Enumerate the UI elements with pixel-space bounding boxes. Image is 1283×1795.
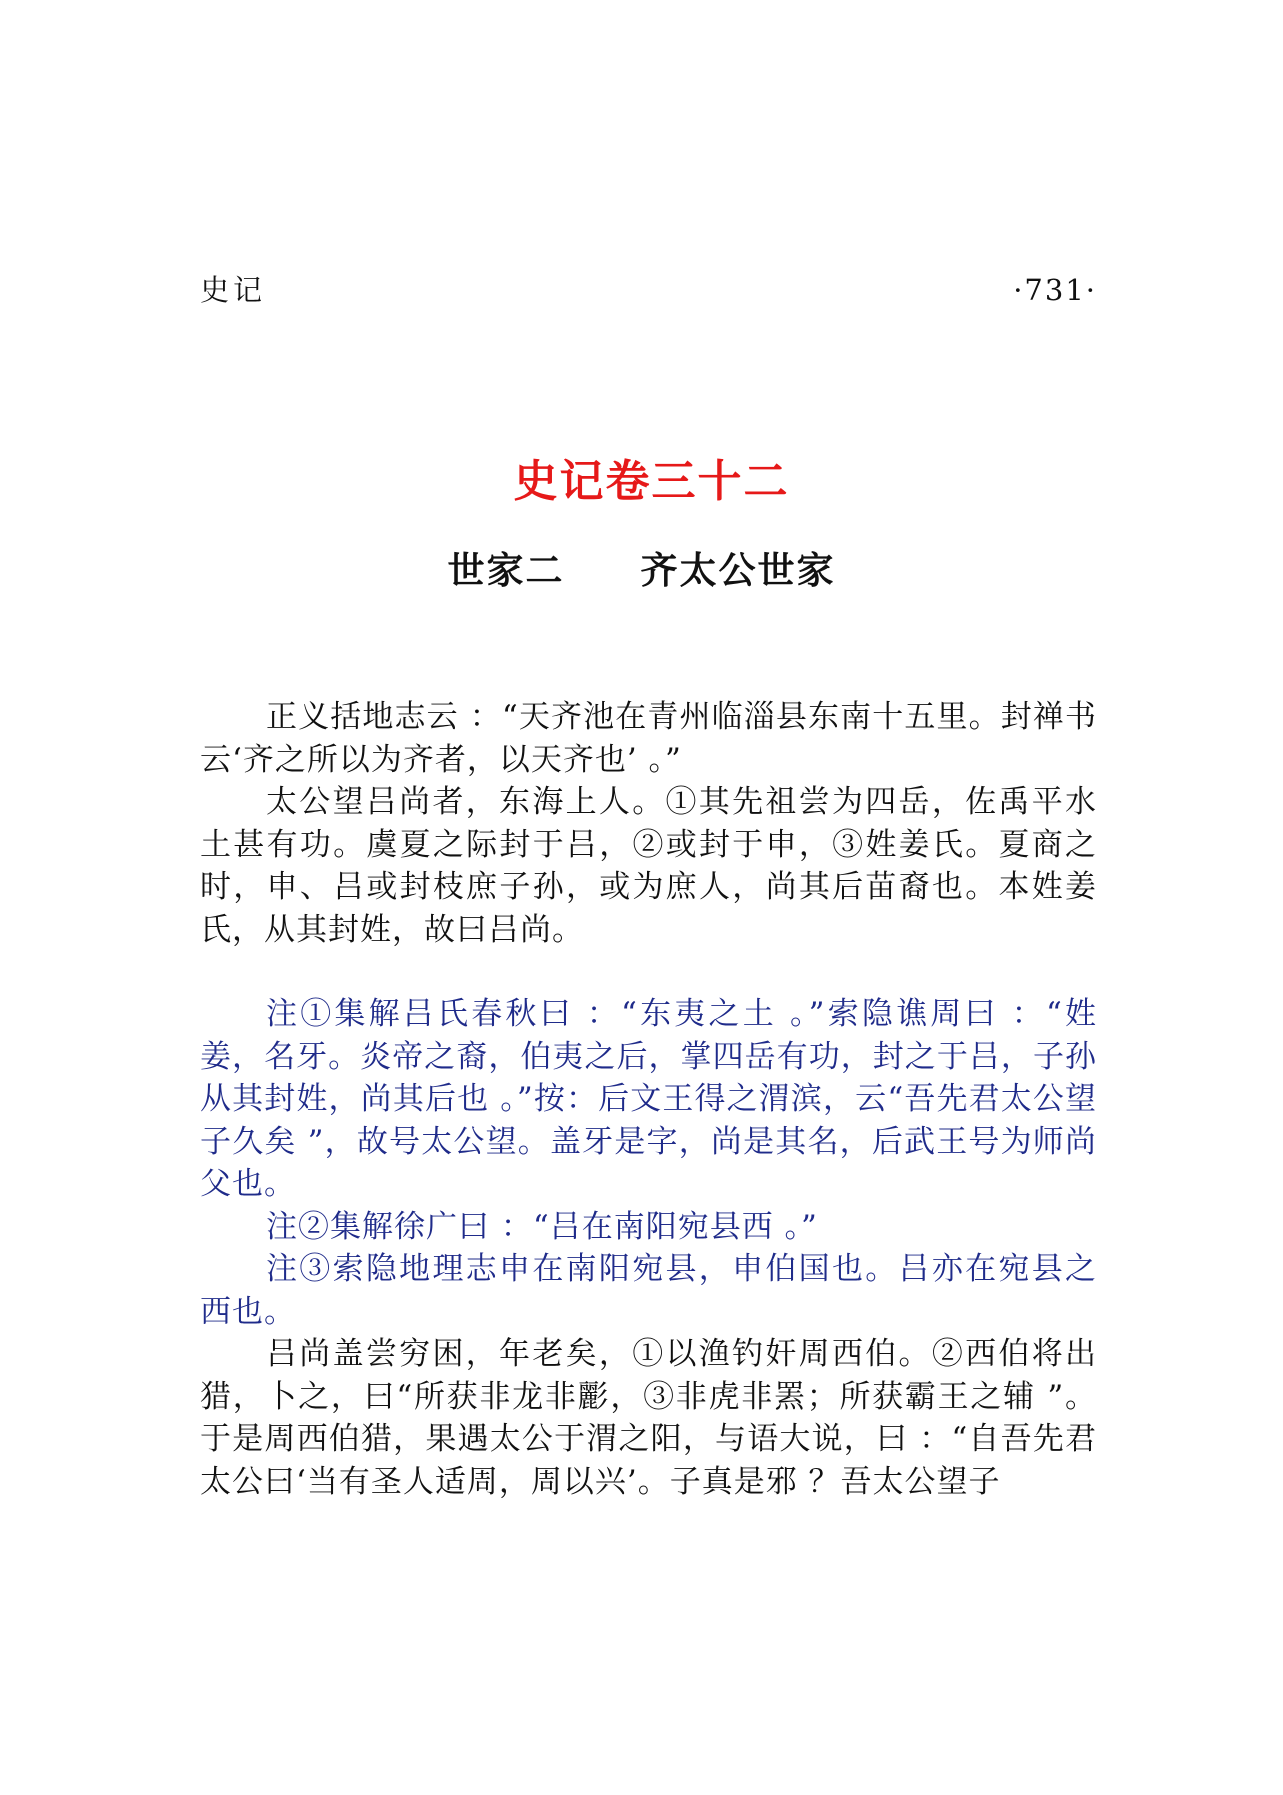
running-title: 史记 bbox=[200, 273, 267, 307]
note-1: 注①集解吕氏春秋曰 ：“东夷之土 。”索隐谯周曰 ：“姓姜，名牙。炎帝之裔，伯夷之后，掌四岳有功，封之于吕，子孙从其封姓，尚其后也 。”按：后文王得之渭滨，云“吾先君太公望子久矣 ”，故号太公望。盖牙是字，尚是其名，后武王号为师尚父也。 bbox=[200, 996, 1097, 1202]
section-title-part1: 世家二 bbox=[447, 549, 565, 592]
paragraph-spacer bbox=[200, 951, 1097, 993]
paragraph-taigong-intro: 太公望吕尚者，东海上人。①其先祖尝为四岳，佐禹平水土甚有功。虞夏之际封于吕，②或封于申，③姓姜氏。夏商之时，申、吕或封枝庶子孙，或为庶人，尚其后苗裔也。本姓姜氏，从其封姓，故曰吕尚。 bbox=[200, 784, 1097, 948]
paragraph-lushang: 吕尚盖尝穷困，年老矣，①以渔钓奸周西伯。②西伯将出猎，卜之，曰“所获非龙非彲，③非虎非罴；所获霸王之辅 ”。于是周西伯猎，果遇太公于渭之阳，与语大说，曰 ：“自吾先君太公曰‘当有圣人适周，周以兴’。子真是邪 ？吾太公望子 bbox=[200, 1336, 1097, 1500]
section-title-part2: 齐太公世家 bbox=[640, 549, 836, 592]
note-2: 注②集解徐广曰 ：“吕在南阳宛县西 。” bbox=[266, 1208, 818, 1245]
paragraph-zhengyi: 正义括地志云 ：“天齐池在青州临淄县东南十五里。封禅书云‘齐之所以为齐者，以天齐也’ 。” bbox=[200, 699, 1097, 778]
body-text bbox=[200, 696, 1097, 1503]
volume-title: 史记卷三十二 bbox=[513, 456, 790, 507]
running-header bbox=[200, 268, 1097, 312]
section-title bbox=[0, 544, 1283, 598]
note-3: 注③索隐地理志申在南阳宛县，申伯国也。吕亦在宛县之西也。 bbox=[200, 1251, 1097, 1330]
page-number: ·731· bbox=[1013, 273, 1097, 307]
